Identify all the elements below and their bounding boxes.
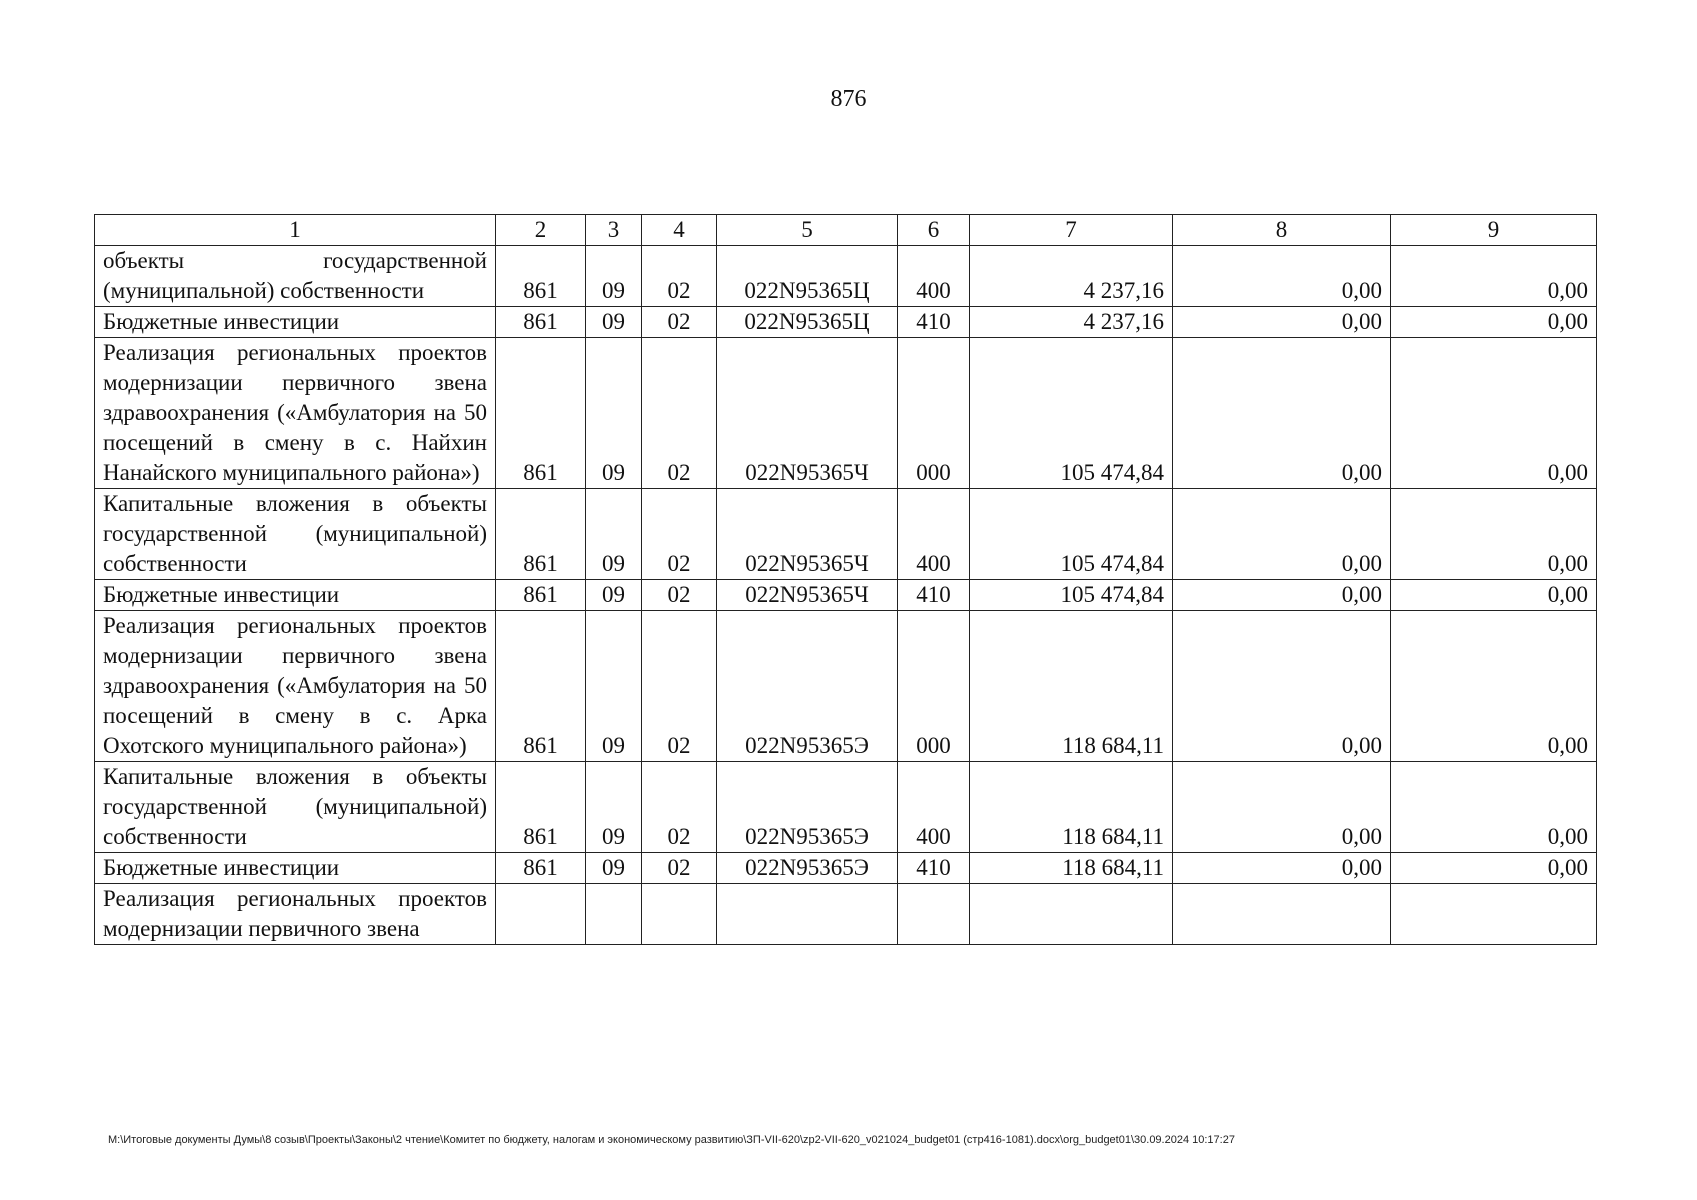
table-row (95, 307, 1597, 338)
cell-amount-2 (1173, 884, 1391, 945)
cell-amount-2: 0,00 (1173, 307, 1391, 338)
cell-amount-3 (1391, 884, 1597, 945)
cell-amount-2: 0,00 (1173, 762, 1391, 853)
cell-grbs: 861 (496, 853, 586, 884)
row-description: объекты государственной (муниципальной) собственности (95, 246, 496, 307)
cell-amount-3: 0,00 (1391, 307, 1597, 338)
cell-subsection: 02 (642, 853, 717, 884)
cell-amount-1: 118 684,11 (970, 762, 1173, 853)
cell-subsection: 02 (642, 489, 717, 580)
cell-target-article: 022N95365Ч (717, 580, 898, 611)
cell-grbs (496, 884, 586, 945)
column-header: 3 (586, 215, 642, 246)
cell-target-article: 022N95365Э (717, 611, 898, 762)
cell-target-article (717, 884, 898, 945)
column-header: 6 (898, 215, 970, 246)
cell-section: 09 (586, 762, 642, 853)
cell-amount-3: 0,00 (1391, 489, 1597, 580)
cell-amount-2: 0,00 (1173, 489, 1391, 580)
row-description: Капитальные вложения в объекты государственной (муниципальной) собственности (95, 762, 496, 853)
column-header: 9 (1391, 215, 1597, 246)
cell-amount-1: 118 684,11 (970, 611, 1173, 762)
cell-expense-type: 410 (898, 580, 970, 611)
cell-expense-type: 410 (898, 853, 970, 884)
cell-target-article: 022N95365Ч (717, 338, 898, 489)
cell-amount-1: 4 237,16 (970, 246, 1173, 307)
table-row (95, 489, 1597, 580)
page-number: 876 (830, 86, 867, 112)
cell-grbs: 861 (496, 307, 586, 338)
cell-amount-1: 118 684,11 (970, 853, 1173, 884)
cell-grbs: 861 (496, 246, 586, 307)
cell-subsection: 02 (642, 338, 717, 489)
cell-section: 09 (586, 246, 642, 307)
cell-amount-3: 0,00 (1391, 611, 1597, 762)
cell-expense-type: 000 (898, 611, 970, 762)
cell-expense-type: 400 (898, 762, 970, 853)
cell-subsection: 02 (642, 307, 717, 338)
cell-amount-3: 0,00 (1391, 338, 1597, 489)
cell-grbs: 861 (496, 611, 586, 762)
column-header: 2 (496, 215, 586, 246)
table-row (95, 338, 1597, 489)
column-header: 7 (970, 215, 1173, 246)
row-description: Капитальные вложения в объекты государственной (муниципальной) собственности (95, 489, 496, 580)
cell-amount-1: 4 237,16 (970, 307, 1173, 338)
cell-amount-1: 105 474,84 (970, 580, 1173, 611)
document-file-path: M:\Итоговые документы Думы\8 созыв\Проекты\Законы\2 чтение\Комитет по бюджету, налогам и экономическому развитию\ЗП-VII-620\zp2-VII-620_v021024_budget01 (стр416-1081).docx\org_budget01\30.09.2024 10:17:27 (108, 1134, 1235, 1146)
cell-subsection: 02 (642, 580, 717, 611)
table-row (95, 611, 1597, 762)
cell-amount-2: 0,00 (1173, 853, 1391, 884)
cell-grbs: 861 (496, 489, 586, 580)
cell-subsection: 02 (642, 762, 717, 853)
cell-subsection: 02 (642, 246, 717, 307)
cell-section: 09 (586, 338, 642, 489)
cell-expense-type: 400 (898, 246, 970, 307)
cell-target-article: 022N95365Э (717, 853, 898, 884)
row-description: Реализация региональных проектов модернизации первичного звена (95, 884, 496, 945)
cell-target-article: 022N95365Э (717, 762, 898, 853)
cell-section: 09 (586, 611, 642, 762)
cell-section: 09 (586, 580, 642, 611)
cell-section: 09 (586, 853, 642, 884)
cell-grbs: 861 (496, 338, 586, 489)
budget-table (94, 214, 1597, 945)
column-header: 8 (1173, 215, 1391, 246)
cell-expense-type (898, 884, 970, 945)
cell-target-article: 022N95365Ч (717, 489, 898, 580)
table-row (95, 884, 1597, 945)
cell-amount-3: 0,00 (1391, 762, 1597, 853)
row-description: Реализация региональных проектов модернизации первичного звена здравоохранения («Амбулатория на 50 посещений в смену в с. Найхин Нанайского муниципального района») (95, 338, 496, 489)
cell-subsection: 02 (642, 611, 717, 762)
cell-expense-type: 400 (898, 489, 970, 580)
cell-amount-3: 0,00 (1391, 853, 1597, 884)
row-description: Бюджетные инвестиции (95, 307, 496, 338)
cell-amount-1: 105 474,84 (970, 489, 1173, 580)
row-description: Бюджетные инвестиции (95, 580, 496, 611)
column-header: 1 (95, 215, 496, 246)
cell-grbs: 861 (496, 762, 586, 853)
row-description: Бюджетные инвестиции (95, 853, 496, 884)
cell-amount-3: 0,00 (1391, 580, 1597, 611)
table-row (95, 853, 1597, 884)
row-description: Реализация региональных проектов модернизации первичного звена здравоохранения («Амбулатория на 50 посещений в смену в с. Арка Охотского муниципального района») (95, 611, 496, 762)
column-header: 5 (717, 215, 898, 246)
column-header: 4 (642, 215, 717, 246)
cell-target-article: 022N95365Ц (717, 307, 898, 338)
cell-section: 09 (586, 489, 642, 580)
cell-amount-2: 0,00 (1173, 338, 1391, 489)
table-row (95, 762, 1597, 853)
table-row (95, 246, 1597, 307)
cell-target-article: 022N95365Ц (717, 246, 898, 307)
cell-amount-1 (970, 884, 1173, 945)
cell-amount-3: 0,00 (1391, 246, 1597, 307)
table-row (95, 580, 1597, 611)
cell-subsection (642, 884, 717, 945)
cell-amount-2: 0,00 (1173, 246, 1391, 307)
cell-amount-2: 0,00 (1173, 580, 1391, 611)
cell-section (586, 884, 642, 945)
cell-expense-type: 410 (898, 307, 970, 338)
table-header-row (95, 215, 1597, 246)
cell-grbs: 861 (496, 580, 586, 611)
cell-amount-1: 105 474,84 (970, 338, 1173, 489)
cell-expense-type: 000 (898, 338, 970, 489)
cell-section: 09 (586, 307, 642, 338)
cell-amount-2: 0,00 (1173, 611, 1391, 762)
